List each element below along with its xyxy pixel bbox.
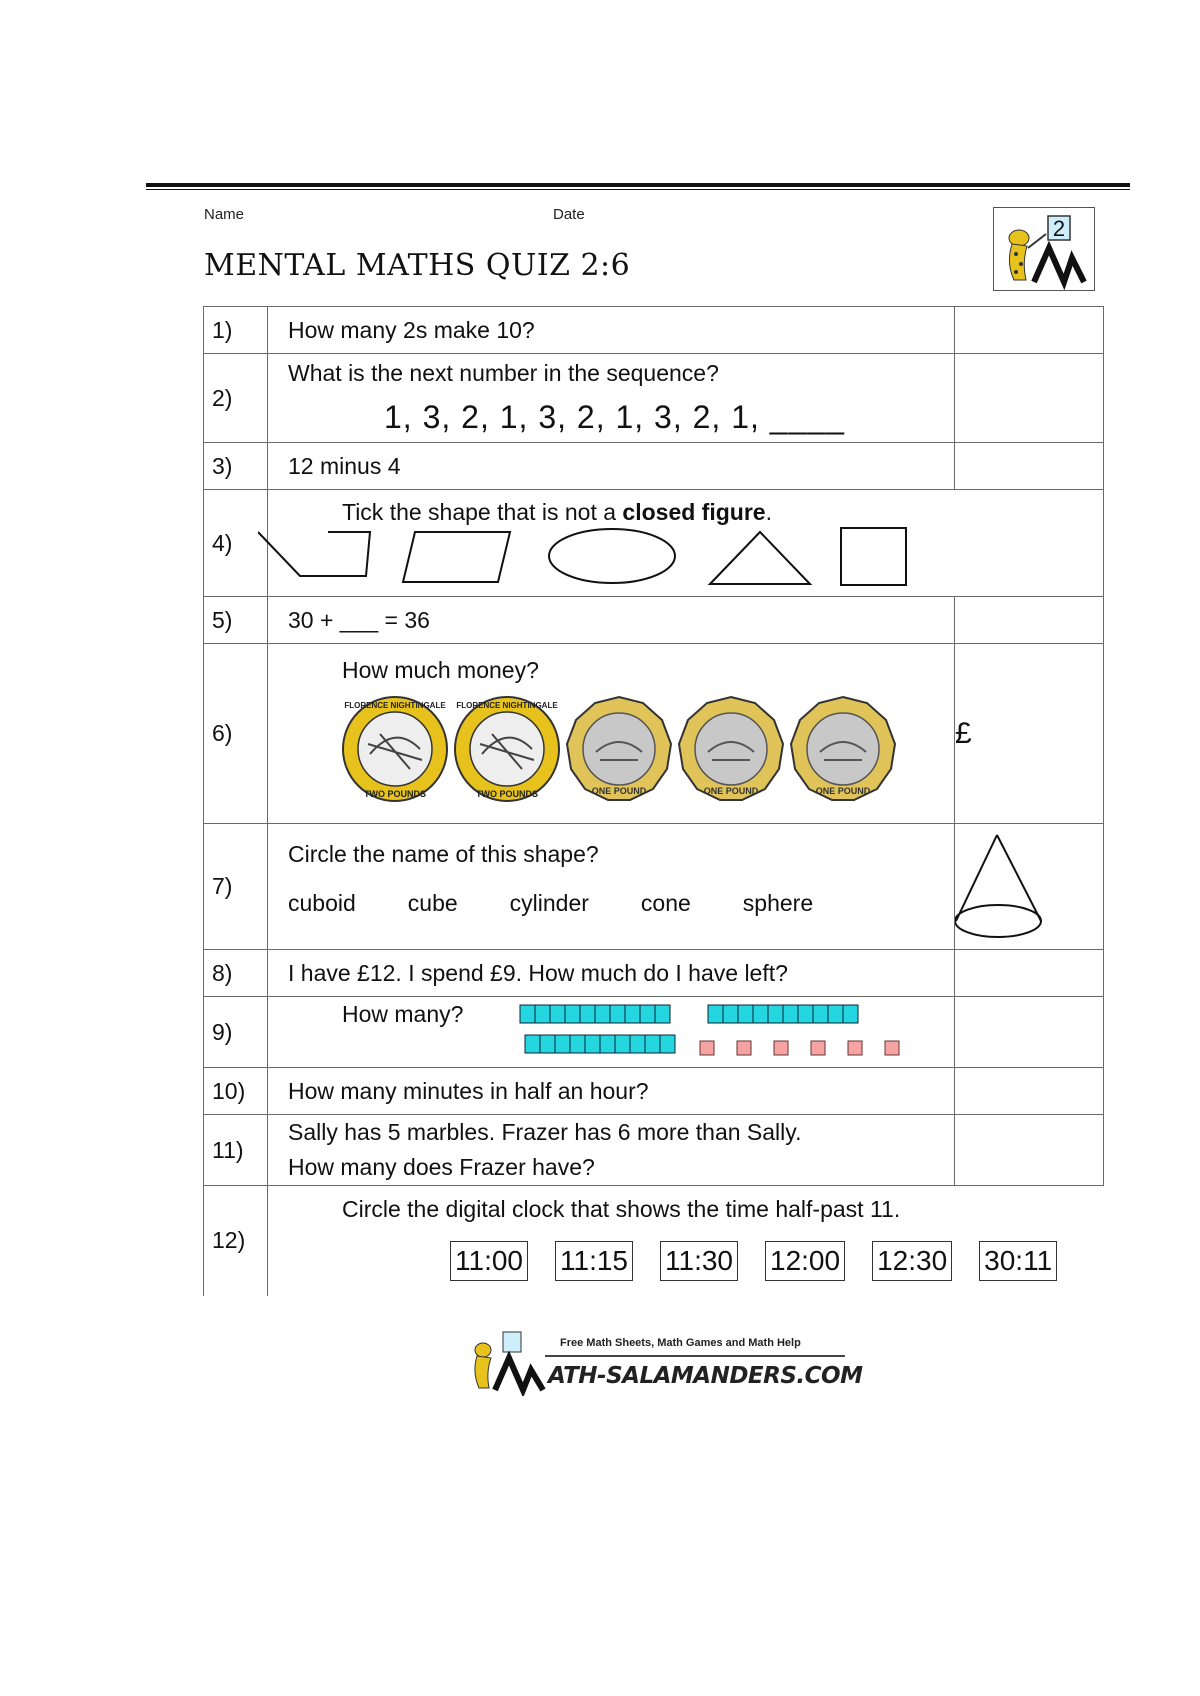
name-label: Name [204, 206, 245, 223]
clock-option[interactable]: 11:00 [450, 1241, 528, 1281]
question-number: 8) [204, 950, 268, 997]
ones-cube [700, 1041, 714, 1055]
two-pound-coin [340, 694, 450, 804]
question-row [204, 354, 1104, 443]
question-row [204, 597, 1104, 644]
answer-box[interactable] [955, 1115, 1104, 1186]
one-pound-coin [676, 694, 786, 804]
ones-cube [848, 1041, 862, 1055]
coin-ring-text: FLORENCE NIGHTINGALE [344, 701, 446, 710]
question-row [204, 1068, 1104, 1115]
question-text: I have £12. I spend £9. How much do I have left? [268, 950, 955, 997]
question-row [204, 443, 1104, 490]
parallelogram-shape[interactable] [403, 532, 510, 582]
question-text: How much money? [342, 657, 539, 683]
question-cell [268, 1186, 1104, 1296]
date-label: Date [553, 206, 585, 223]
answer-box[interactable]: £ [955, 644, 1104, 824]
question-number: 3) [204, 443, 268, 490]
logo-badge: 2 [1052, 216, 1066, 241]
answer-box[interactable] [955, 997, 1104, 1068]
answer-box[interactable] [955, 597, 1104, 644]
question-number: 9) [204, 997, 268, 1068]
option-cylinder[interactable]: cylinder [509, 889, 589, 916]
clock-option[interactable]: 30:11 [979, 1241, 1057, 1281]
clock-option[interactable]: 12:30 [872, 1241, 952, 1281]
footer-rule [545, 1355, 845, 1357]
clock-option[interactable]: 11:30 [660, 1241, 738, 1281]
question-text-line2: How many does Frazer have? [288, 1154, 595, 1180]
coin-label: TWO POUNDS [364, 789, 426, 799]
clock-option[interactable]: 11:15 [555, 1241, 633, 1281]
footer-salamander-logo [467, 1328, 547, 1396]
answer-box[interactable] [955, 307, 1104, 354]
tens-rod [525, 1035, 675, 1053]
question-text-part: . [765, 498, 772, 525]
tens-rod [708, 1005, 858, 1023]
question-row [204, 1115, 1104, 1186]
question-text: What is the next number in the sequence? [288, 360, 719, 386]
footer-tagline: Free Math Sheets, Math Games and Math Help [560, 1337, 801, 1349]
question-cell [268, 824, 955, 950]
two-pound-coin [452, 694, 562, 804]
question-cell [268, 644, 955, 824]
shape-options [258, 526, 1098, 592]
question-number: 7) [204, 824, 268, 950]
answer-box[interactable] [955, 443, 1104, 490]
question-text-line1: Sally has 5 marbles. Frazer has 6 more than Sally. [288, 1119, 802, 1145]
cone-shape [955, 827, 1103, 947]
question-cell [268, 997, 955, 1068]
question-row [204, 490, 1104, 597]
salamander-logo [993, 207, 1095, 291]
answer-box[interactable] [955, 354, 1104, 443]
question-number: 10) [204, 1068, 268, 1115]
open-shape[interactable] [258, 532, 370, 576]
question-row [204, 997, 1104, 1068]
question-row [204, 824, 1104, 950]
triangle-shape[interactable] [710, 532, 810, 584]
quiz-table [203, 306, 1104, 1296]
footer-site-link[interactable]: ATH-SALAMANDERS.COM [548, 1363, 863, 1389]
one-pound-coin [564, 694, 674, 804]
coin-label: ONE POUND [703, 786, 759, 796]
question-number: 12) [204, 1186, 268, 1296]
top-rule-thin [146, 189, 1130, 190]
question-text: 12 minus 4 [268, 443, 955, 490]
number-sequence: 1, 3, 2, 1, 3, 2, 1, 3, 2, 1, ____ [384, 399, 845, 435]
question-cell [268, 490, 1104, 597]
question-text: Circle the digital clock that shows the time half-past 11. [342, 1196, 901, 1223]
question-text-bold: closed figure [622, 498, 766, 525]
option-cube[interactable]: cube [407, 889, 458, 916]
shape-name-options [288, 890, 954, 917]
square-shape[interactable] [841, 528, 906, 585]
question-number: 4) [204, 490, 268, 597]
ones-cube [737, 1041, 751, 1055]
clock-option[interactable]: 12:00 [765, 1241, 845, 1281]
one-pound-coin [788, 694, 898, 804]
answer-box[interactable] [955, 1068, 1104, 1115]
top-rule [146, 183, 1130, 187]
page-title: MENTAL MATHS QUIZ 2:6 [204, 248, 631, 283]
question-number: 1) [204, 307, 268, 354]
option-sphere[interactable]: sphere [742, 889, 814, 916]
question-text-part: Tick the shape that is not a [342, 498, 623, 525]
question-text: Circle the name of this shape? [288, 840, 599, 867]
question-number: 11) [204, 1115, 268, 1186]
question-row [204, 644, 1104, 824]
coin-label: ONE POUND [815, 786, 871, 796]
question-text: How many? [342, 1001, 464, 1027]
ones-cube [811, 1041, 825, 1055]
question-row [204, 1186, 1104, 1296]
coin-ring-text: FLORENCE NIGHTINGALE [456, 701, 558, 710]
question-text: 30 + ___ = 36 [268, 597, 955, 644]
option-cuboid[interactable]: cuboid [288, 889, 356, 916]
option-cone[interactable]: cone [640, 889, 691, 916]
coin-label: ONE POUND [591, 786, 647, 796]
question-text [268, 499, 1103, 526]
ones-cube [774, 1041, 788, 1055]
question-row [204, 307, 1104, 354]
ones-cube [885, 1041, 899, 1055]
question-number: 6) [204, 644, 268, 824]
question-number: 5) [204, 597, 268, 644]
question-row [204, 950, 1104, 997]
cone-picture-cell [955, 824, 1104, 950]
tens-rod [520, 1005, 670, 1023]
ellipse-shape[interactable] [549, 529, 675, 583]
question-text: How many 2s make 10? [268, 307, 955, 354]
clock-options [450, 1241, 1104, 1281]
question-number: 2) [204, 354, 268, 443]
question-text: How many minutes in half an hour? [268, 1068, 955, 1115]
answer-box[interactable] [955, 950, 1104, 997]
question-cell [268, 1115, 955, 1186]
coin-row [340, 694, 954, 804]
question-cell [268, 354, 955, 443]
coin-label: TWO POUNDS [476, 789, 538, 799]
